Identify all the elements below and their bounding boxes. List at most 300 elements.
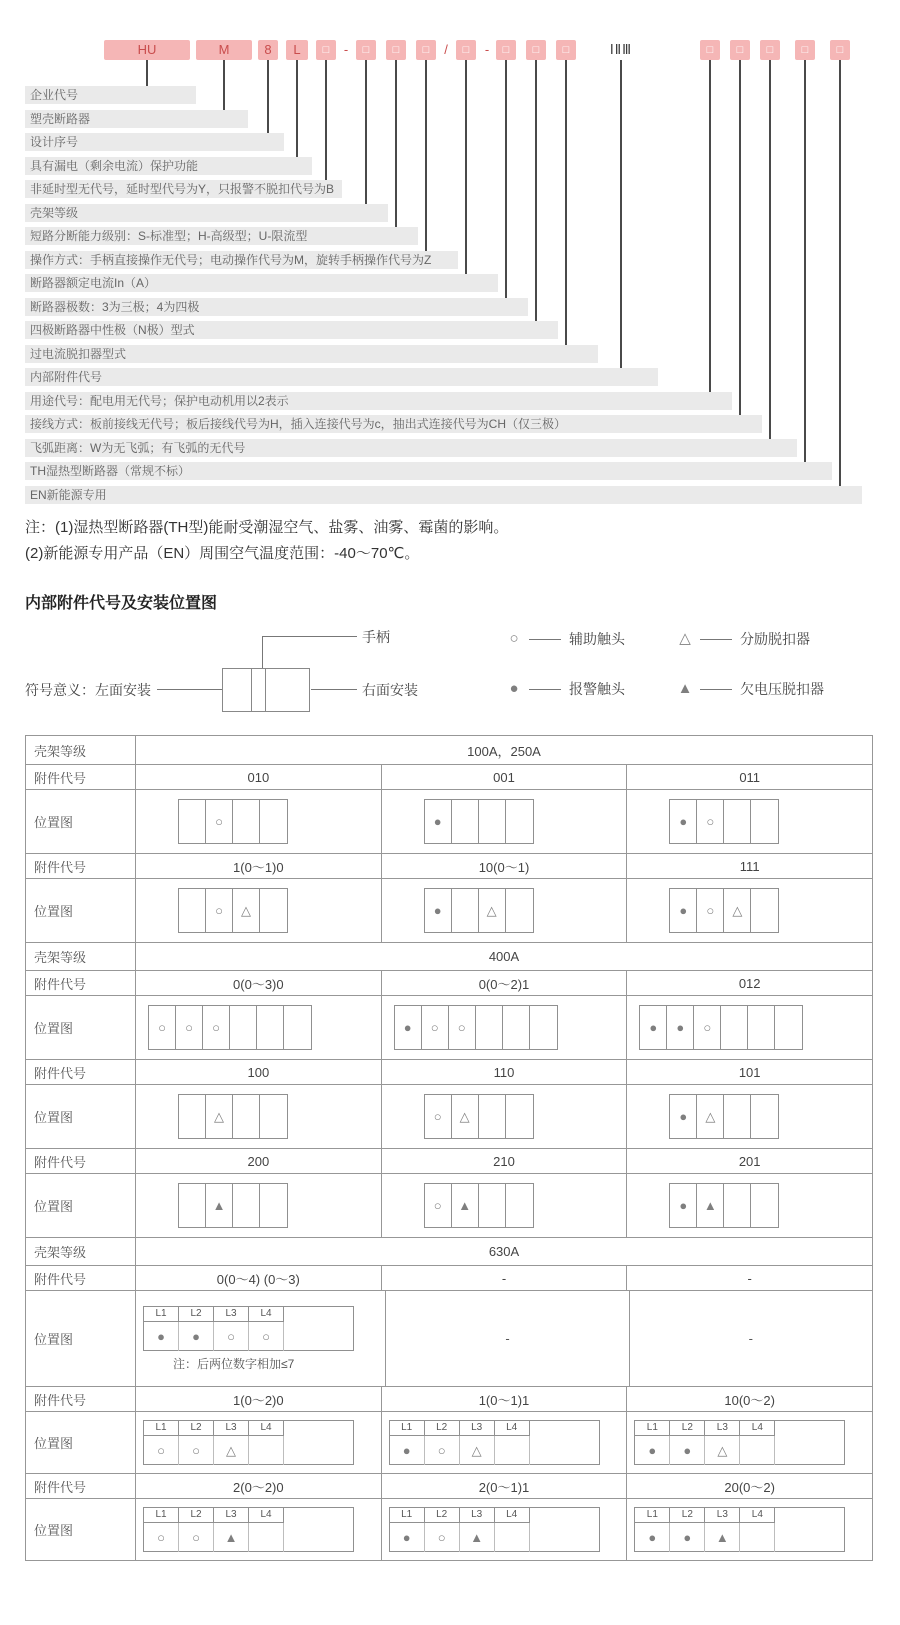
- dash-placeholder: -: [748, 1331, 753, 1346]
- model-designation-diagram: [0, 0, 900, 510]
- grid-header-cell: L1: [390, 1508, 425, 1523]
- accessory-code-value: 0(0～4) (0～3): [136, 1266, 382, 1290]
- grid-header-cell: L1: [390, 1421, 425, 1436]
- row-label-code: 附件代号: [26, 971, 136, 995]
- frame-value: 400A: [488, 949, 520, 964]
- grid-symbol-cell: ●: [670, 1523, 705, 1552]
- grid-symbol-cell: [284, 1322, 319, 1351]
- diagram-container: [382, 879, 628, 942]
- accessory-code-value: 210: [382, 1149, 628, 1173]
- designation-separator: /: [444, 42, 448, 57]
- left-install-connector-line: [157, 689, 222, 690]
- diagram-cell: [751, 800, 778, 843]
- grid-symbol-cell: [810, 1436, 845, 1465]
- grid-symbol-cell: [319, 1523, 354, 1552]
- legend-label: 辅助触头: [569, 631, 625, 647]
- diagram-container: [136, 1291, 386, 1386]
- accessory-code-value: 200: [136, 1149, 382, 1173]
- position-row: [26, 1290, 872, 1386]
- row-label-frame: 壳架等级: [26, 1238, 136, 1265]
- designation-code-box: □: [456, 40, 476, 60]
- diagram-cell: △: [697, 1095, 724, 1138]
- connector-line: [709, 60, 711, 394]
- accessory-position-table: [25, 735, 873, 1561]
- diagram-cell: △: [452, 1095, 479, 1138]
- legend-dash-line: [700, 689, 732, 690]
- code-row: [26, 764, 872, 789]
- grid-symbol-cell: [284, 1436, 319, 1465]
- grid-header-cell: L4: [495, 1508, 530, 1523]
- row-label-position: 位置图: [26, 1412, 136, 1473]
- connector-line: [425, 60, 427, 253]
- diagram-cell: [179, 1184, 206, 1227]
- grid-note: 注：后两位数字相加≤7: [173, 1356, 295, 1371]
- right-install-label: 右面安装: [362, 682, 418, 698]
- position-grid: [143, 1420, 354, 1465]
- grid-symbol-cell: ●: [390, 1523, 425, 1552]
- diagram-container: [382, 996, 628, 1059]
- grid-wrap: [634, 1507, 845, 1552]
- diagram-container: [382, 1174, 628, 1237]
- grid-header-cell: L4: [740, 1421, 775, 1436]
- position-diagram: [639, 1005, 803, 1050]
- designation-code-box: HU: [104, 40, 190, 60]
- handle-label: 手柄: [362, 629, 390, 645]
- grid-symbol-cell: [495, 1436, 530, 1465]
- section-title: 内部附件代号及安装位置图: [25, 595, 218, 612]
- accessory-code-value: -: [382, 1266, 628, 1290]
- designation-label: 断路器极数：3为三极；4为四极: [25, 298, 528, 316]
- diagram-cell: △: [724, 889, 751, 932]
- row-label-position: 位置图: [26, 879, 136, 942]
- connector-line: [267, 60, 269, 135]
- grid-header-cell: L2: [179, 1508, 214, 1523]
- legend-dash-line: [529, 689, 561, 690]
- diagram-cell: [452, 889, 479, 932]
- grid-symbol-cell: ●: [635, 1523, 670, 1552]
- diagram-cell: [452, 800, 479, 843]
- designation-label: EN新能源专用: [25, 486, 862, 504]
- grid-symbol-cell: ○: [425, 1523, 460, 1552]
- accessory-code-value: 0(0～2)1: [382, 971, 628, 995]
- diagram-cell: [503, 1006, 530, 1049]
- connector-line: [465, 60, 467, 276]
- row-label-code: 附件代号: [26, 854, 136, 878]
- diagram-container: [136, 1085, 382, 1148]
- connector-line: [839, 60, 841, 488]
- grid-symbol-cell: △: [705, 1436, 740, 1465]
- connector-line: [535, 60, 537, 323]
- position-row: [26, 878, 872, 942]
- grid-header-cell: L4: [740, 1508, 775, 1523]
- diagram-cell: [260, 1184, 287, 1227]
- handle-pointer-line-horizontal: [262, 636, 357, 637]
- accessory-code-value: 001: [382, 765, 628, 789]
- grid-symbol-cell: ○: [214, 1322, 249, 1351]
- diagram-container: [136, 1412, 382, 1473]
- designation-code-box: □: [700, 40, 720, 60]
- row-label-code: 附件代号: [26, 1474, 136, 1498]
- accessory-code-value: -: [747, 1270, 752, 1286]
- connector-line: [296, 60, 298, 159]
- row-label-position: 位置图: [26, 1085, 136, 1148]
- designation-separator: -: [484, 42, 490, 57]
- row-label-code: 附件代号: [26, 1149, 136, 1173]
- designation-label: 过电流脱扣器型式: [25, 345, 598, 363]
- grid-symbol-cell: [530, 1523, 565, 1552]
- grid-header-cell: L4: [249, 1421, 284, 1436]
- diagram-cell: ●: [670, 1184, 697, 1227]
- grid-symbol-cell: ▲: [214, 1523, 249, 1552]
- designation-label: 塑壳断路器: [25, 110, 248, 128]
- designation-label: 短路分断能力级别：S-标准型；H-高级型；U-限流型: [25, 227, 418, 245]
- diagram-cell: ○: [425, 1184, 452, 1227]
- position-grid: [389, 1420, 600, 1465]
- position-diagram: [178, 888, 288, 933]
- diagram-cell: [751, 1095, 778, 1138]
- position-row: [26, 995, 872, 1059]
- diagram-cell: [506, 889, 533, 932]
- grid-symbol-cell: ○: [144, 1436, 179, 1465]
- accessory-code-value: 2(0～2)0: [136, 1474, 382, 1498]
- row-label-position: 位置图: [26, 1499, 136, 1560]
- frame-value: 100A，250A: [467, 743, 541, 759]
- diagram-cell: [233, 1095, 260, 1138]
- grid-symbol-cell: △: [214, 1436, 249, 1465]
- position-grid: [143, 1306, 354, 1351]
- grid-symbol-cell: [530, 1436, 565, 1465]
- row-label-code: 附件代号: [26, 765, 136, 789]
- grid-header-cell: L3: [460, 1421, 495, 1436]
- diagram-cell: ▲: [697, 1184, 724, 1227]
- grid-header-cell: L3: [214, 1421, 249, 1436]
- grid-wrap: [143, 1420, 354, 1465]
- diagram-container: [136, 1499, 382, 1560]
- diagram-container: [630, 1291, 872, 1386]
- legend-label: 报警触头: [569, 681, 625, 697]
- code-row: [26, 853, 872, 878]
- designation-code-box: □: [416, 40, 436, 60]
- diagram-cell: ●: [667, 1006, 694, 1049]
- diagram-cell: ●: [640, 1006, 667, 1049]
- accessory-code-value: 20(0～2): [724, 1479, 775, 1495]
- diagram-cell: ○: [206, 800, 233, 843]
- diagram-cell: [751, 1184, 778, 1227]
- note-line-2: (2)新能源专用产品（EN）周围空气温度范围：-40～70℃。: [25, 545, 420, 562]
- diagram-cell: △: [206, 1095, 233, 1138]
- diagram-cell: [179, 889, 206, 932]
- diagram-container: [627, 1412, 872, 1473]
- position-diagram: [424, 1094, 534, 1139]
- designation-separator: -: [343, 42, 349, 57]
- designation-code-box: □: [795, 40, 815, 60]
- grid-symbol-cell: ○: [425, 1436, 460, 1465]
- grid-symbol-cell: ▲: [460, 1523, 495, 1552]
- grid-symbol-cell: [775, 1436, 810, 1465]
- accessory-code-value: 011: [739, 769, 761, 785]
- handle-pointer-line-vertical: [262, 636, 263, 668]
- grid-header-cell: L4: [249, 1508, 284, 1523]
- designation-label: 操作方式：手柄直接操作无代号；电动操作代号为M，旋转手柄操作代号为Z: [25, 251, 458, 269]
- frame-row: [26, 736, 872, 764]
- designation-code-box: □: [730, 40, 750, 60]
- diagram-cell: [260, 1095, 287, 1138]
- grid-symbol-cell: [495, 1523, 530, 1552]
- diagram-cell: ●: [670, 889, 697, 932]
- right-install-connector-line: [311, 689, 357, 690]
- connector-line: [804, 60, 806, 464]
- diagram-cell: ▲: [452, 1184, 479, 1227]
- position-diagram: [178, 1183, 288, 1228]
- designation-code-box: □: [556, 40, 576, 60]
- diagram-container: [136, 879, 382, 942]
- designation-label: 接线方式：板前接线无代号；板后接线代号为H，插入连接代号为c，抽出式连接代号为CH（仅三极）: [25, 415, 762, 433]
- designation-label: TH湿热型断路器（常规不标）: [25, 462, 832, 480]
- diagram-cell: △: [479, 889, 506, 932]
- designation-code-box: □: [526, 40, 546, 60]
- diagram-container: [382, 1085, 628, 1148]
- diagram-cell: ○: [422, 1006, 449, 1049]
- breaker-compartment-divider: [265, 669, 266, 711]
- accessory-code-value: 100: [136, 1060, 382, 1084]
- grid-symbol-cell: [740, 1436, 775, 1465]
- accessory-code-value: 0(0～3)0: [136, 971, 382, 995]
- row-label-frame: 壳架等级: [26, 736, 136, 764]
- position-diagram: [148, 1005, 312, 1050]
- diagram-cell: [721, 1006, 748, 1049]
- frame-row: [26, 942, 872, 970]
- position-diagram: [424, 888, 534, 933]
- legend-dash-line: [700, 639, 732, 640]
- diagram-cell: ○: [697, 800, 724, 843]
- frame-row: [26, 1237, 872, 1265]
- legend-symbol: ▲: [677, 680, 693, 697]
- diagram-cell: ○: [149, 1006, 176, 1049]
- grid-symbol-cell: [319, 1436, 354, 1465]
- diagram-cell: [530, 1006, 557, 1049]
- diagram-cell: ●: [670, 1095, 697, 1138]
- grid-wrap: [389, 1507, 600, 1552]
- connector-line: [769, 60, 771, 441]
- diagram-cell: ○: [449, 1006, 476, 1049]
- diagram-cell: [479, 1184, 506, 1227]
- grid-symbol-cell: ●: [179, 1322, 214, 1351]
- grid-header-cell: L3: [460, 1508, 495, 1523]
- connector-line: [395, 60, 397, 229]
- symbol-meaning-label: 符号意义：左面安装: [25, 682, 151, 698]
- row-label-frame: 壳架等级: [26, 943, 136, 970]
- grid-header-cell: L3: [214, 1307, 249, 1322]
- diagram-cell: [506, 1184, 533, 1227]
- position-row: [26, 789, 872, 853]
- diagram-cell: [506, 1095, 533, 1138]
- diagram-container: [382, 1412, 628, 1473]
- diagram-cell: [260, 800, 287, 843]
- accessory-code-value: 1(0～2)0: [136, 1387, 382, 1411]
- grid-symbol-cell: [249, 1436, 284, 1465]
- dash-placeholder: -: [505, 1331, 510, 1346]
- row-label-code: 附件代号: [26, 1387, 136, 1411]
- diagram-cell: [479, 1095, 506, 1138]
- position-diagram: [394, 1005, 558, 1050]
- grid-symbol-cell: ●: [670, 1436, 705, 1465]
- grid-symbol-cell: [565, 1436, 600, 1465]
- grid-symbol-cell: ●: [144, 1322, 179, 1351]
- diagram-container: [382, 790, 628, 853]
- designation-code-box: M: [196, 40, 252, 60]
- grid-wrap: [389, 1420, 600, 1465]
- diagram-cell: [724, 1095, 751, 1138]
- grid-header-cell: L2: [179, 1421, 214, 1436]
- diagram-cell: [476, 1006, 503, 1049]
- designation-label: 断路器额定电流In（A）: [25, 274, 498, 292]
- diagram-cell: ●: [425, 889, 452, 932]
- diagram-cell: ○: [694, 1006, 721, 1049]
- grid-header-cell: L1: [144, 1307, 179, 1322]
- diagram-cell: ●: [670, 800, 697, 843]
- diagram-cell: [233, 800, 260, 843]
- accessory-code-value: 012: [738, 975, 761, 991]
- diagram-cell: [257, 1006, 284, 1049]
- designation-code-box: L: [286, 40, 308, 60]
- legend-symbol: ●: [509, 680, 519, 697]
- legend-symbol: △: [679, 630, 691, 647]
- grid-symbol-cell: [740, 1523, 775, 1552]
- diagram-container: [627, 1174, 872, 1237]
- accessory-code-value: 10(0～2): [724, 1392, 775, 1408]
- position-diagram: [178, 1094, 288, 1139]
- designation-label: 企业代号: [25, 86, 196, 104]
- diagram-cell: ○: [697, 889, 724, 932]
- grid-symbol-cell: [319, 1322, 354, 1351]
- connector-line: [146, 60, 148, 88]
- designation-label: 非延时型无代号，延时型代号为Y，只报警不脱扣代号为B: [25, 180, 342, 198]
- row-label-position: 位置图: [26, 1291, 136, 1386]
- diagram-container: [136, 996, 382, 1059]
- position-row: [26, 1411, 872, 1473]
- designation-label: 内部附件代号: [25, 368, 658, 386]
- connector-line: [620, 60, 622, 370]
- accessory-code-value: 1(0～1)0: [136, 854, 382, 878]
- grid-symbol-cell: [284, 1523, 319, 1552]
- connector-line: [565, 60, 567, 347]
- row-label-position: 位置图: [26, 996, 136, 1059]
- grid-symbol-cell: ○: [144, 1523, 179, 1552]
- diagram-cell: [751, 889, 778, 932]
- designation-label: 具有漏电（剩余电流）保护功能: [25, 157, 312, 175]
- diagram-cell: ●: [395, 1006, 422, 1049]
- designation-code-box: 8: [258, 40, 278, 60]
- designation-label: 飞弧距离：W为无飞弧；有飞弧的无代号: [25, 439, 797, 457]
- grid-wrap: [634, 1420, 845, 1465]
- code-row: [26, 970, 872, 995]
- designation-code-box: □: [356, 40, 376, 60]
- diagram-cell: [233, 1184, 260, 1227]
- position-diagram: [424, 1183, 534, 1228]
- diagram-cell: △: [233, 889, 260, 932]
- position-grid: [143, 1507, 354, 1552]
- accessory-code-value: 10(0～1): [382, 854, 628, 878]
- diagram-cell: [179, 1095, 206, 1138]
- diagram-cell: [230, 1006, 257, 1049]
- position-row: [26, 1084, 872, 1148]
- designation-label: 壳架等级: [25, 204, 388, 222]
- designation-label: 用途代号：配电用无代号；保护电动机用以2表示: [25, 392, 732, 410]
- position-grid: [634, 1420, 845, 1465]
- diagram-cell: [775, 1006, 802, 1049]
- diagram-cell: ○: [176, 1006, 203, 1049]
- grid-header-cell: L2: [425, 1421, 460, 1436]
- code-row: [26, 1148, 872, 1173]
- accessory-code-value: 111: [739, 858, 760, 874]
- designation-code-box: ⅠⅡⅢ: [609, 42, 633, 57]
- grid-symbol-cell: ●: [390, 1436, 425, 1465]
- designation-code-box: □: [316, 40, 336, 60]
- diagram-container: [627, 1085, 872, 1148]
- grid-header-cell: L2: [425, 1508, 460, 1523]
- accessory-code-value: 201: [738, 1153, 761, 1169]
- grid-header-cell: L3: [705, 1421, 740, 1436]
- accessory-code-value: 110: [382, 1060, 628, 1084]
- accessory-code-value: 2(0～1)1: [382, 1474, 628, 1498]
- grid-symbol-cell: △: [460, 1436, 495, 1465]
- diagram-cell: ○: [206, 889, 233, 932]
- grid-header-cell: L2: [670, 1421, 705, 1436]
- grid-header-cell: L4: [249, 1307, 284, 1322]
- grid-wrap: [143, 1306, 354, 1372]
- row-label-position: 位置图: [26, 790, 136, 853]
- grid-symbol-cell: ○: [249, 1322, 284, 1351]
- grid-symbol-cell: [775, 1523, 810, 1552]
- grid-header-cell: L2: [179, 1307, 214, 1322]
- diagram-cell: [724, 800, 751, 843]
- accessory-code-value: 1(0～1)1: [382, 1387, 628, 1411]
- grid-header-cell: L1: [144, 1421, 179, 1436]
- diagram-cell: [179, 800, 206, 843]
- grid-symbol-cell: ●: [635, 1436, 670, 1465]
- diagram-cell: [748, 1006, 775, 1049]
- position-row: [26, 1498, 872, 1560]
- diagram-container: [627, 996, 872, 1059]
- code-row: [26, 1386, 872, 1411]
- grid-symbol-cell: ○: [179, 1523, 214, 1552]
- position-diagram: [424, 799, 534, 844]
- connector-line: [223, 60, 225, 112]
- grid-header-cell: L2: [670, 1508, 705, 1523]
- position-row: [26, 1173, 872, 1237]
- connector-line: [739, 60, 741, 417]
- diagram-cell: ○: [425, 1095, 452, 1138]
- grid-symbol-cell: [249, 1523, 284, 1552]
- diagram-container: [136, 790, 382, 853]
- position-diagram: [669, 799, 779, 844]
- code-row: [26, 1473, 872, 1498]
- code-row: [26, 1059, 872, 1084]
- diagram-cell: ▲: [206, 1184, 233, 1227]
- accessory-code-value: 101: [738, 1064, 761, 1080]
- diagram-container: [382, 1499, 628, 1560]
- row-label-code: 附件代号: [26, 1266, 136, 1290]
- legend-dash-line: [529, 639, 561, 640]
- position-diagram: [669, 888, 779, 933]
- designation-label: 四极断路器中性极（N极）型式: [25, 321, 558, 339]
- grid-header-cell: L4: [495, 1421, 530, 1436]
- breaker-outline-diagram: [222, 668, 310, 712]
- diagram-container: [136, 1174, 382, 1237]
- diagram-cell: [479, 800, 506, 843]
- position-diagram: [669, 1183, 779, 1228]
- legend-label: 欠电压脱扣器: [740, 681, 824, 697]
